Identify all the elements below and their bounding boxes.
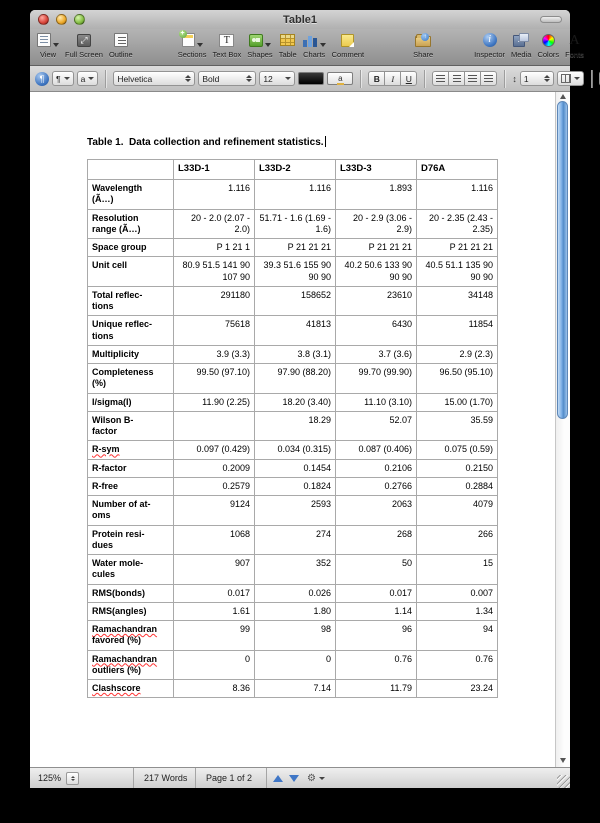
table-cell[interactable]: 51.71 - 1.6 (1.69 - 1.6) bbox=[255, 209, 336, 239]
table-cell[interactable]: 23.24 bbox=[417, 680, 498, 698]
row-label[interactable]: Ramachandran favored (%) bbox=[88, 621, 174, 651]
table-cell[interactable]: 0.087 (0.406) bbox=[336, 441, 417, 459]
media-icon bbox=[513, 33, 529, 47]
table-cell[interactable]: 18.29 bbox=[255, 411, 336, 441]
table-cell[interactable]: 20 - 2.9 (3.06 - 2.9) bbox=[336, 209, 417, 239]
toolbar-iconwrap bbox=[542, 31, 555, 49]
table-cell[interactable]: 96.50 (95.10) bbox=[417, 364, 498, 394]
paragraph-style-button[interactable]: ¶ bbox=[35, 72, 49, 86]
full-screen-icon bbox=[77, 34, 91, 47]
toolbar bbox=[30, 29, 584, 66]
row-label[interactable]: Total reflec- tions bbox=[88, 286, 174, 316]
table-body bbox=[88, 180, 498, 698]
table-cell[interactable]: 158652 bbox=[255, 286, 336, 316]
row-label[interactable]: Ramachandran outliers (%) bbox=[88, 650, 174, 680]
table-cell[interactable]: 41813 bbox=[255, 316, 336, 346]
row-label[interactable]: Clashscore bbox=[88, 680, 174, 698]
page-indicator: Page 1 of 2 bbox=[206, 773, 253, 783]
toolbar-iconwrap bbox=[415, 31, 431, 49]
table-cell[interactable]: 0.034 (0.315) bbox=[255, 441, 336, 459]
table-cell[interactable]: 2063 bbox=[336, 496, 417, 526]
vertical-scrollbar[interactable] bbox=[555, 92, 570, 767]
row-label[interactable]: Completeness (%) bbox=[88, 364, 174, 394]
table-cell[interactable]: 3.8 (3.1) bbox=[255, 345, 336, 363]
table-row bbox=[88, 555, 498, 585]
toolbar-item-shapes[interactable] bbox=[247, 31, 272, 59]
toolbar-item-label: Text Box bbox=[212, 50, 242, 59]
bold-button[interactable]: B bbox=[368, 71, 385, 86]
table-row bbox=[88, 411, 498, 441]
toolbar-item-label: Share bbox=[413, 50, 434, 59]
table-header bbox=[88, 160, 498, 180]
table-row bbox=[88, 345, 498, 363]
chevron-down-icon bbox=[64, 77, 70, 80]
align-justify-button[interactable] bbox=[480, 71, 497, 86]
stepper-icon bbox=[185, 75, 191, 82]
next-page-button[interactable] bbox=[289, 775, 299, 782]
table-cell[interactable]: 0.097 (0.429) bbox=[174, 441, 255, 459]
document-area bbox=[30, 92, 570, 767]
toolbar-item-label: View bbox=[39, 50, 57, 59]
table-row bbox=[88, 180, 498, 210]
table-cell[interactable]: 0.017 bbox=[336, 584, 417, 602]
table-cell[interactable]: 2.9 (2.3) bbox=[417, 345, 498, 363]
chevron-down-icon bbox=[574, 77, 580, 80]
table-row bbox=[88, 209, 498, 239]
toolbar-toggle-button[interactable] bbox=[540, 16, 562, 23]
table-cell[interactable]: 2593 bbox=[255, 496, 336, 526]
row-label[interactable]: R-sym bbox=[88, 441, 174, 459]
row-label[interactable]: Number of at- oms bbox=[88, 496, 174, 526]
text-style-group bbox=[368, 71, 417, 86]
scroll-down-arrow-icon[interactable] bbox=[560, 758, 566, 763]
row-label[interactable]: Water mole- cules bbox=[88, 555, 174, 585]
sections-icon bbox=[182, 33, 195, 47]
table-row bbox=[88, 441, 498, 459]
font-family-value: Helvetica bbox=[117, 73, 153, 84]
table-cell[interactable]: 20 - 2.35 (2.43 - 2.35) bbox=[417, 209, 498, 239]
table-row bbox=[88, 602, 498, 620]
columns-button[interactable] bbox=[557, 71, 584, 86]
chevron-down-icon bbox=[88, 77, 94, 80]
font-style-value: Bold bbox=[202, 73, 220, 84]
table-cell[interactable]: 11.79 bbox=[336, 680, 417, 698]
row-label[interactable]: Multiplicity bbox=[88, 345, 174, 363]
table-cell[interactable]: 0.2009 bbox=[174, 459, 255, 477]
table-cell[interactable]: 352 bbox=[255, 555, 336, 585]
toolbar-iconwrap bbox=[219, 31, 234, 49]
chevron-down-icon bbox=[53, 43, 59, 47]
table-row bbox=[88, 496, 498, 526]
toolbar-item-label: Full Screen bbox=[65, 50, 103, 59]
table-cell[interactable]: 0 bbox=[255, 650, 336, 680]
divider bbox=[504, 70, 505, 88]
table-row bbox=[88, 364, 498, 394]
table-cell[interactable]: 0.2884 bbox=[417, 477, 498, 495]
toolbar-iconwrap bbox=[341, 31, 354, 49]
table-cell[interactable]: 1.116 bbox=[174, 180, 255, 210]
row-label[interactable]: R-factor bbox=[88, 459, 174, 477]
table-cell[interactable]: 0.76 bbox=[336, 650, 417, 680]
align-center-button[interactable] bbox=[448, 71, 465, 86]
table-cell[interactable]: 20 - 2.0 (2.07 - 2.0) bbox=[174, 209, 255, 239]
table-cell[interactable]: 0.017 bbox=[174, 584, 255, 602]
window-title: Table1 bbox=[282, 13, 318, 26]
columns-icon bbox=[561, 74, 571, 83]
previous-page-button[interactable] bbox=[273, 775, 283, 782]
zoom-button[interactable] bbox=[74, 14, 85, 25]
table-cell[interactable]: 50 bbox=[336, 555, 417, 585]
table-cell[interactable]: 99.50 (97.10) bbox=[174, 364, 255, 394]
table-cell[interactable]: 9124 bbox=[174, 496, 255, 526]
table-cell[interactable]: 4079 bbox=[417, 496, 498, 526]
table-cell[interactable]: 1.116 bbox=[417, 180, 498, 210]
table-cell[interactable]: 34148 bbox=[417, 286, 498, 316]
paragraph-styles-label: ¶ bbox=[56, 73, 61, 84]
align-left-button[interactable] bbox=[432, 71, 449, 86]
toolbar-item-view[interactable] bbox=[37, 31, 59, 59]
toolbar-item-fonts[interactable] bbox=[565, 31, 584, 59]
divider bbox=[360, 70, 361, 88]
table-caption-text: Table 1. Data collection and refinement statistics. bbox=[87, 137, 324, 148]
table-cell[interactable]: 274 bbox=[255, 525, 336, 555]
toolbar-item-text-box[interactable] bbox=[212, 31, 241, 59]
table-cell[interactable]: 0.026 bbox=[255, 584, 336, 602]
text-cursor bbox=[325, 136, 326, 147]
stepper-icon bbox=[246, 75, 252, 82]
table-row bbox=[88, 239, 498, 257]
align-left-icon bbox=[436, 75, 445, 83]
share-icon bbox=[415, 36, 431, 47]
table-cell[interactable]: 15.00 (1.70) bbox=[417, 393, 498, 411]
table-cell[interactable]: 6430 bbox=[336, 316, 417, 346]
row-label[interactable]: Unique reflec- tions bbox=[88, 316, 174, 346]
table-cell[interactable]: 0.2579 bbox=[174, 477, 255, 495]
toolbar-iconwrap bbox=[114, 31, 128, 49]
table-row bbox=[88, 459, 498, 477]
align-center-icon bbox=[453, 75, 461, 83]
table-cell[interactable]: 8.36 bbox=[174, 680, 255, 698]
table-row bbox=[88, 393, 498, 411]
alignment-group bbox=[432, 71, 497, 86]
toolbar-item-label: Colors bbox=[537, 50, 560, 59]
view-icon bbox=[37, 33, 51, 47]
close-button[interactable] bbox=[38, 14, 49, 25]
toolbar-item-media[interactable] bbox=[511, 31, 531, 59]
row-label[interactable]: Space group bbox=[88, 239, 174, 257]
resize-grip[interactable] bbox=[557, 775, 570, 788]
pages-window bbox=[30, 10, 584, 788]
toolbar-iconwrap bbox=[483, 31, 497, 49]
table-cell[interactable]: 0.007 bbox=[417, 584, 498, 602]
toolbar-item-outline[interactable] bbox=[109, 31, 133, 59]
highlight-color-well[interactable] bbox=[327, 72, 353, 85]
table-cell[interactable]: 291180 bbox=[174, 286, 255, 316]
toolbar-item-inspector[interactable] bbox=[474, 31, 505, 59]
row-label[interactable]: Unit cell bbox=[88, 257, 174, 287]
table-cell[interactable]: 18.20 (3.40) bbox=[255, 393, 336, 411]
row-label[interactable]: Wilson B- factor bbox=[88, 411, 174, 441]
colors-icon bbox=[542, 34, 555, 47]
line-spacing-select[interactable] bbox=[520, 71, 554, 86]
table-cell[interactable] bbox=[174, 411, 255, 441]
table-cell[interactable]: 3.7 (3.6) bbox=[336, 345, 417, 363]
table-cell[interactable]: 11.10 (3.10) bbox=[336, 393, 417, 411]
toolbar-item-label: Inspector bbox=[474, 50, 506, 59]
table-cell[interactable]: 80.9 51.5 141 90 107 90 bbox=[174, 257, 255, 287]
toolbar-item-full-screen[interactable] bbox=[65, 31, 103, 59]
divider bbox=[424, 70, 425, 88]
row-label[interactable]: Wavelength (Ã…) bbox=[88, 180, 174, 210]
row-label[interactable]: Resolution range (Ã…) bbox=[88, 209, 174, 239]
row-label[interactable]: I/sigma(I) bbox=[88, 393, 174, 411]
inspector-icon bbox=[483, 33, 497, 47]
table-cell[interactable]: 0.2106 bbox=[336, 459, 417, 477]
toolbar-item-charts[interactable] bbox=[303, 31, 326, 59]
chevron-down-icon bbox=[319, 777, 325, 780]
table-cell[interactable]: 94 bbox=[417, 621, 498, 651]
table-cell[interactable]: 98 bbox=[255, 621, 336, 651]
table-cell[interactable]: 52.07 bbox=[336, 411, 417, 441]
divider bbox=[105, 70, 106, 88]
table-cell[interactable]: 0.2150 bbox=[417, 459, 498, 477]
outline-icon bbox=[114, 33, 128, 47]
table-cell[interactable]: 0.2766 bbox=[336, 477, 417, 495]
table-cell[interactable]: 7.14 bbox=[255, 680, 336, 698]
table-row bbox=[88, 257, 498, 287]
table-cell[interactable]: 1.14 bbox=[336, 602, 417, 620]
toolbar-iconwrap bbox=[249, 31, 271, 49]
comment-icon bbox=[341, 34, 354, 47]
toolbar-item-label: Outline bbox=[108, 50, 133, 59]
format-bar bbox=[30, 66, 570, 92]
table-row bbox=[88, 316, 498, 346]
table-cell[interactable]: 1.116 bbox=[255, 180, 336, 210]
toolbar-iconwrap bbox=[37, 31, 59, 49]
column-header[interactable]: L33D-2 bbox=[255, 160, 336, 180]
toolbar-iconwrap bbox=[77, 31, 91, 49]
toolbar-iconwrap bbox=[513, 31, 529, 49]
toolbar-item-label: Media bbox=[511, 50, 532, 59]
row-label[interactable]: RMS(bonds) bbox=[88, 584, 174, 602]
toolbar-item-label: Table bbox=[278, 50, 297, 59]
zoom-level: 125% bbox=[38, 773, 62, 783]
table-cell[interactable]: P 1 21 1 bbox=[174, 239, 255, 257]
font-size-value: 12 bbox=[263, 73, 273, 84]
row-label[interactable]: R-free bbox=[88, 477, 174, 495]
table-cell[interactable]: 97.90 (88.20) bbox=[255, 364, 336, 394]
zoom-stepper-icon[interactable] bbox=[66, 772, 79, 785]
table-cell[interactable]: P 21 21 21 bbox=[417, 239, 498, 257]
table-cell[interactable]: 39.3 51.6 155 90 90 90 bbox=[255, 257, 336, 287]
chevron-down-icon bbox=[285, 77, 291, 80]
table-row bbox=[88, 286, 498, 316]
toolbar-item-label: Fonts bbox=[565, 50, 584, 59]
align-right-button[interactable] bbox=[464, 71, 481, 86]
table-cell[interactable]: 1068 bbox=[174, 525, 255, 555]
toolbar-item-sections[interactable] bbox=[178, 31, 207, 59]
shapes-icon bbox=[249, 34, 263, 47]
chevron-down-icon bbox=[197, 43, 203, 47]
divider bbox=[591, 70, 592, 88]
column-header[interactable] bbox=[88, 160, 174, 180]
toolbar-item-table[interactable] bbox=[279, 31, 297, 59]
toolbar-iconwrap bbox=[182, 31, 203, 49]
table-cell[interactable]: 1.80 bbox=[255, 602, 336, 620]
table-cell[interactable]: 907 bbox=[174, 555, 255, 585]
scrollbar-thumb[interactable] bbox=[557, 101, 568, 419]
table-row bbox=[88, 680, 498, 698]
underline-button[interactable]: U bbox=[400, 71, 417, 86]
table-row bbox=[88, 584, 498, 602]
character-styles-menu[interactable] bbox=[77, 71, 99, 86]
toolbar-item-label: Charts bbox=[303, 50, 326, 59]
table-row bbox=[88, 621, 498, 651]
font-family-select[interactable] bbox=[113, 71, 195, 86]
title-bar[interactable] bbox=[30, 10, 570, 29]
word-count: 217 Words bbox=[144, 773, 188, 783]
toolbar-iconwrap bbox=[568, 31, 581, 49]
table-cell[interactable]: 0.075 (0.59) bbox=[417, 441, 498, 459]
table-icon bbox=[280, 34, 295, 46]
toolbar-item-label: Comment bbox=[331, 50, 365, 59]
column-header[interactable]: L33D-3 bbox=[336, 160, 417, 180]
line-spacing-icon: ↕ bbox=[512, 73, 517, 84]
italic-button[interactable]: I bbox=[384, 71, 401, 86]
table-cell[interactable]: 40.5 51.1 135 90 90 90 bbox=[417, 257, 498, 287]
table-caption[interactable] bbox=[87, 136, 326, 148]
table-cell[interactable]: 268 bbox=[336, 525, 417, 555]
table-cell[interactable]: P 21 21 21 bbox=[336, 239, 417, 257]
table-cell[interactable]: 0.1824 bbox=[255, 477, 336, 495]
table-header-row bbox=[88, 160, 498, 180]
toolbar-iconwrap bbox=[303, 31, 326, 49]
toolbar-item-colors[interactable] bbox=[537, 31, 559, 59]
table-row bbox=[88, 650, 498, 680]
table-cell[interactable]: 99 bbox=[174, 621, 255, 651]
table-cell[interactable]: 1.61 bbox=[174, 602, 255, 620]
table-row bbox=[88, 525, 498, 555]
table-cell[interactable]: 0 bbox=[174, 650, 255, 680]
font-size-select[interactable] bbox=[259, 71, 295, 86]
table-cell[interactable]: 11.90 (2.25) bbox=[174, 393, 255, 411]
stepper-icon bbox=[544, 75, 550, 82]
minimize-button[interactable] bbox=[56, 14, 67, 25]
fonts-icon bbox=[568, 33, 581, 48]
table-cell[interactable]: 96 bbox=[336, 621, 417, 651]
table-cell[interactable]: 3.9 (3.3) bbox=[174, 345, 255, 363]
character-styles-label: a bbox=[80, 73, 86, 84]
table-cell[interactable]: 1.893 bbox=[336, 180, 417, 210]
font-style-select[interactable] bbox=[198, 71, 256, 86]
statistics-table bbox=[87, 159, 498, 698]
text-box-icon bbox=[219, 34, 234, 47]
table-cell[interactable]: 1.34 bbox=[417, 602, 498, 620]
document-page[interactable] bbox=[30, 92, 555, 767]
chevron-down-icon bbox=[320, 43, 326, 47]
table-cell[interactable]: P 21 21 21 bbox=[255, 239, 336, 257]
text-color-well[interactable] bbox=[298, 72, 324, 85]
align-justify-icon bbox=[484, 75, 493, 83]
page-options-button[interactable]: ⚙ bbox=[307, 773, 325, 784]
row-label[interactable]: RMS(angles) bbox=[88, 602, 174, 620]
table-cell[interactable]: 0.1454 bbox=[255, 459, 336, 477]
table-cell[interactable]: 40.2 50.6 133 90 90 90 bbox=[336, 257, 417, 287]
column-header[interactable]: L33D-1 bbox=[174, 160, 255, 180]
toolbar-iconwrap bbox=[280, 31, 295, 49]
toolbar-item-label: Shapes bbox=[247, 50, 273, 59]
toolbar-item-label: Sections bbox=[177, 50, 207, 59]
column-header[interactable]: D76A bbox=[417, 160, 498, 180]
charts-icon bbox=[303, 34, 318, 47]
divider bbox=[266, 768, 267, 788]
status-bar bbox=[30, 767, 570, 788]
table-cell[interactable]: 0.76 bbox=[417, 650, 498, 680]
line-spacing-value: 1 bbox=[523, 73, 529, 84]
table-cell[interactable]: 35.59 bbox=[417, 411, 498, 441]
scroll-up-arrow-icon[interactable] bbox=[560, 94, 566, 99]
table-row bbox=[88, 477, 498, 495]
table-cell[interactable]: 266 bbox=[417, 525, 498, 555]
table-cell[interactable]: 99.70 (99.90) bbox=[336, 364, 417, 394]
table-cell[interactable]: 23610 bbox=[336, 286, 417, 316]
table-cell[interactable]: 11854 bbox=[417, 316, 498, 346]
chevron-down-icon bbox=[265, 43, 271, 47]
row-label[interactable]: Protein resi- dues bbox=[88, 525, 174, 555]
table-cell[interactable]: 75618 bbox=[174, 316, 255, 346]
zoom-control[interactable] bbox=[30, 772, 133, 785]
paragraph-styles-menu[interactable] bbox=[52, 71, 74, 86]
toolbar-item-share[interactable] bbox=[413, 31, 433, 59]
traffic-lights bbox=[38, 14, 85, 25]
table-cell[interactable]: 15 bbox=[417, 555, 498, 585]
align-right-icon bbox=[468, 75, 477, 83]
toolbar-item-comment[interactable] bbox=[332, 31, 365, 59]
